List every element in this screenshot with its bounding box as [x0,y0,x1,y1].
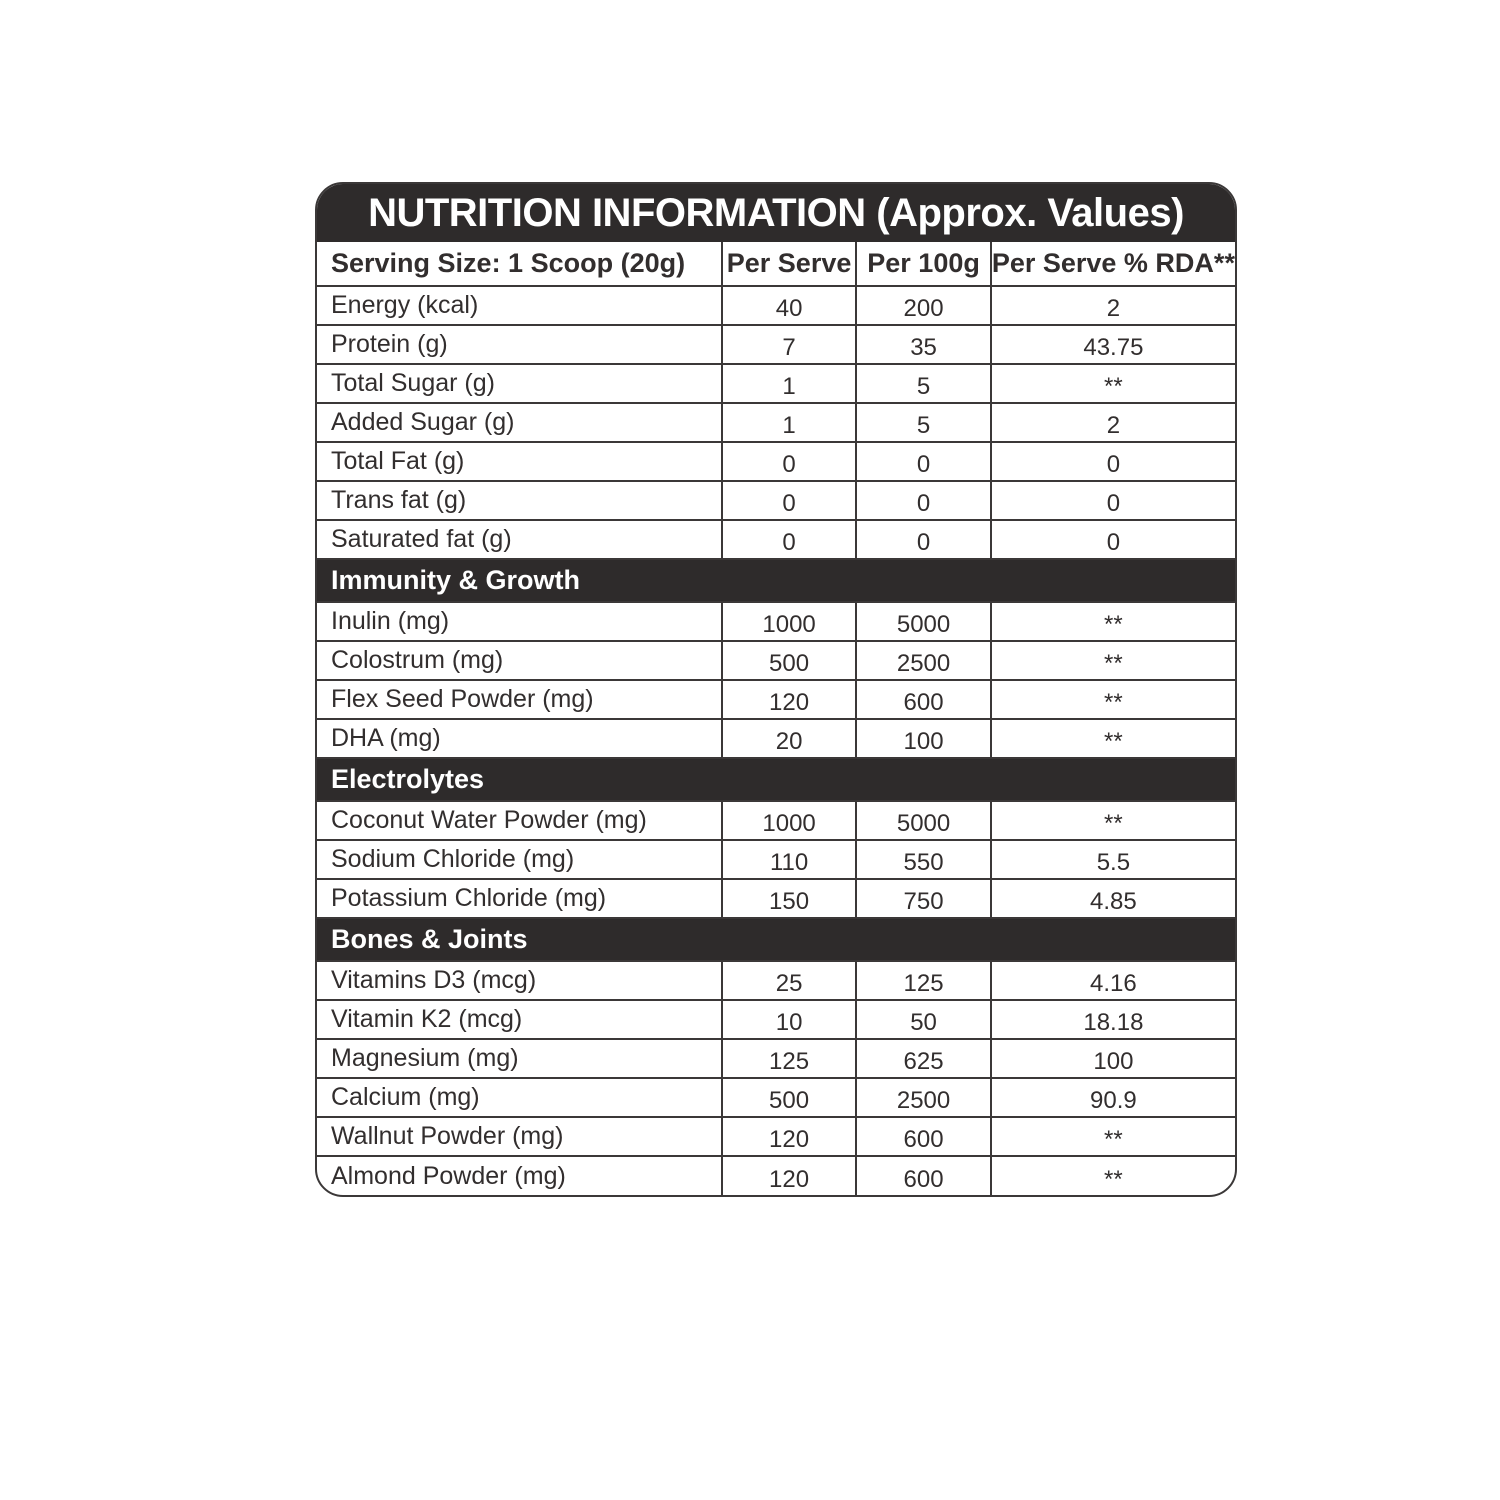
table-row [317,680,1235,719]
rda-value: ** [991,641,1235,680]
per-100g-value: 600 [856,1117,990,1156]
row-label: Trans fat (g) [317,481,722,520]
table-row [317,364,1235,403]
row-label: Calcium (mg) [317,1078,722,1117]
row-label: Wallnut Powder (mg) [317,1117,722,1156]
nutrition-facts-card [315,182,1237,1197]
per-100g-value: 0 [856,442,990,481]
section-header-label: Electrolytes [317,758,1235,801]
table-row [317,325,1235,364]
per-100g-value: 125 [856,961,990,1000]
table-row [317,286,1235,325]
per-serve-value: 500 [722,1078,856,1117]
per-100g-value: 600 [856,680,990,719]
row-label: Protein (g) [317,325,722,364]
table-row [317,879,1235,918]
per-100g-value: 625 [856,1039,990,1078]
per-100g-value: 50 [856,1000,990,1039]
row-label: Saturated fat (g) [317,520,722,559]
per-100g-value: 2500 [856,641,990,680]
table-row [317,961,1235,1000]
rda-value: 90.9 [991,1078,1235,1117]
rda-value: 0 [991,442,1235,481]
row-label: Magnesium (mg) [317,1039,722,1078]
rda-value: ** [991,680,1235,719]
per-serve-value: 120 [722,680,856,719]
section-header-label: Bones & Joints [317,918,1235,961]
nutrition-title: NUTRITION INFORMATION (Approx. Values) [368,190,1184,235]
per-serve-value: 1 [722,403,856,442]
per-100g-value: 5000 [856,602,990,641]
rda-value: ** [991,602,1235,641]
per-100g-value: 100 [856,719,990,758]
row-label: Potassium Chloride (mg) [317,879,722,918]
row-label: Vitamins D3 (mcg) [317,961,722,1000]
per-serve-value: 1000 [722,602,856,641]
table-row [317,641,1235,680]
per-serve-value: 25 [722,961,856,1000]
per-serve-value: 110 [722,840,856,879]
row-label: Coconut Water Powder (mg) [317,801,722,840]
per-100g-value: 5 [856,403,990,442]
per-serve-value: 10 [722,1000,856,1039]
table-row [317,1156,1235,1195]
row-label: Flex Seed Powder (mg) [317,680,722,719]
section-header-label: Immunity & Growth [317,559,1235,602]
per-serve-value: 20 [722,719,856,758]
per-serve-value: 500 [722,641,856,680]
rda-value: ** [991,364,1235,403]
rda-value: ** [991,1156,1235,1195]
row-label: Colostrum (mg) [317,641,722,680]
per-100g-value: 750 [856,879,990,918]
table-row [317,719,1235,758]
section-header-row [317,758,1235,801]
table-row [317,1039,1235,1078]
per-100g-value: 2500 [856,1078,990,1117]
rda-value: 2 [991,403,1235,442]
rda-value: 43.75 [991,325,1235,364]
row-label: DHA (mg) [317,719,722,758]
section-header-row [317,918,1235,961]
table-row [317,1000,1235,1039]
row-label: Added Sugar (g) [317,403,722,442]
rda-value: ** [991,801,1235,840]
rda-value: 5.5 [991,840,1235,879]
rda-value: 4.85 [991,879,1235,918]
per-serve-value: 0 [722,481,856,520]
table-row [317,602,1235,641]
column-header-per-100g: Per 100g [856,242,990,286]
row-label: Energy (kcal) [317,286,722,325]
per-100g-value: 0 [856,520,990,559]
table-row [317,1117,1235,1156]
per-serve-value: 120 [722,1117,856,1156]
column-header-rda: Per Serve % RDA** [991,242,1235,286]
row-label: Sodium Chloride (mg) [317,840,722,879]
rda-value: 0 [991,520,1235,559]
per-serve-value: 1000 [722,801,856,840]
per-serve-value: 120 [722,1156,856,1195]
row-label: Total Sugar (g) [317,364,722,403]
row-label: Total Fat (g) [317,442,722,481]
rda-value: 100 [991,1039,1235,1078]
table-row [317,403,1235,442]
row-label: Inulin (mg) [317,602,722,641]
nutrition-title-bar [317,184,1235,242]
column-header-per-serve: Per Serve [722,242,856,286]
per-serve-value: 1 [722,364,856,403]
per-100g-value: 600 [856,1156,990,1195]
per-serve-value: 150 [722,879,856,918]
per-serve-value: 7 [722,325,856,364]
per-100g-value: 5 [856,364,990,403]
table-row [317,442,1235,481]
table-row [317,520,1235,559]
per-serve-value: 0 [722,442,856,481]
per-100g-value: 5000 [856,801,990,840]
rda-value: ** [991,719,1235,758]
section-header-row [317,559,1235,602]
per-100g-value: 35 [856,325,990,364]
table-row [317,1078,1235,1117]
rda-value: ** [991,1117,1235,1156]
per-serve-value: 125 [722,1039,856,1078]
table-row [317,481,1235,520]
per-serve-value: 40 [722,286,856,325]
rda-value: 18.18 [991,1000,1235,1039]
rda-value: 2 [991,286,1235,325]
column-header-row [317,242,1235,286]
row-label: Almond Powder (mg) [317,1156,722,1195]
per-100g-value: 550 [856,840,990,879]
rda-value: 4.16 [991,961,1235,1000]
row-label: Vitamin K2 (mcg) [317,1000,722,1039]
per-serve-value: 0 [722,520,856,559]
table-row [317,801,1235,840]
nutrition-table [317,242,1235,1195]
per-100g-value: 0 [856,481,990,520]
per-100g-value: 200 [856,286,990,325]
column-header-serving-size: Serving Size: 1 Scoop (20g) [331,248,686,278]
table-row [317,840,1235,879]
rda-value: 0 [991,481,1235,520]
